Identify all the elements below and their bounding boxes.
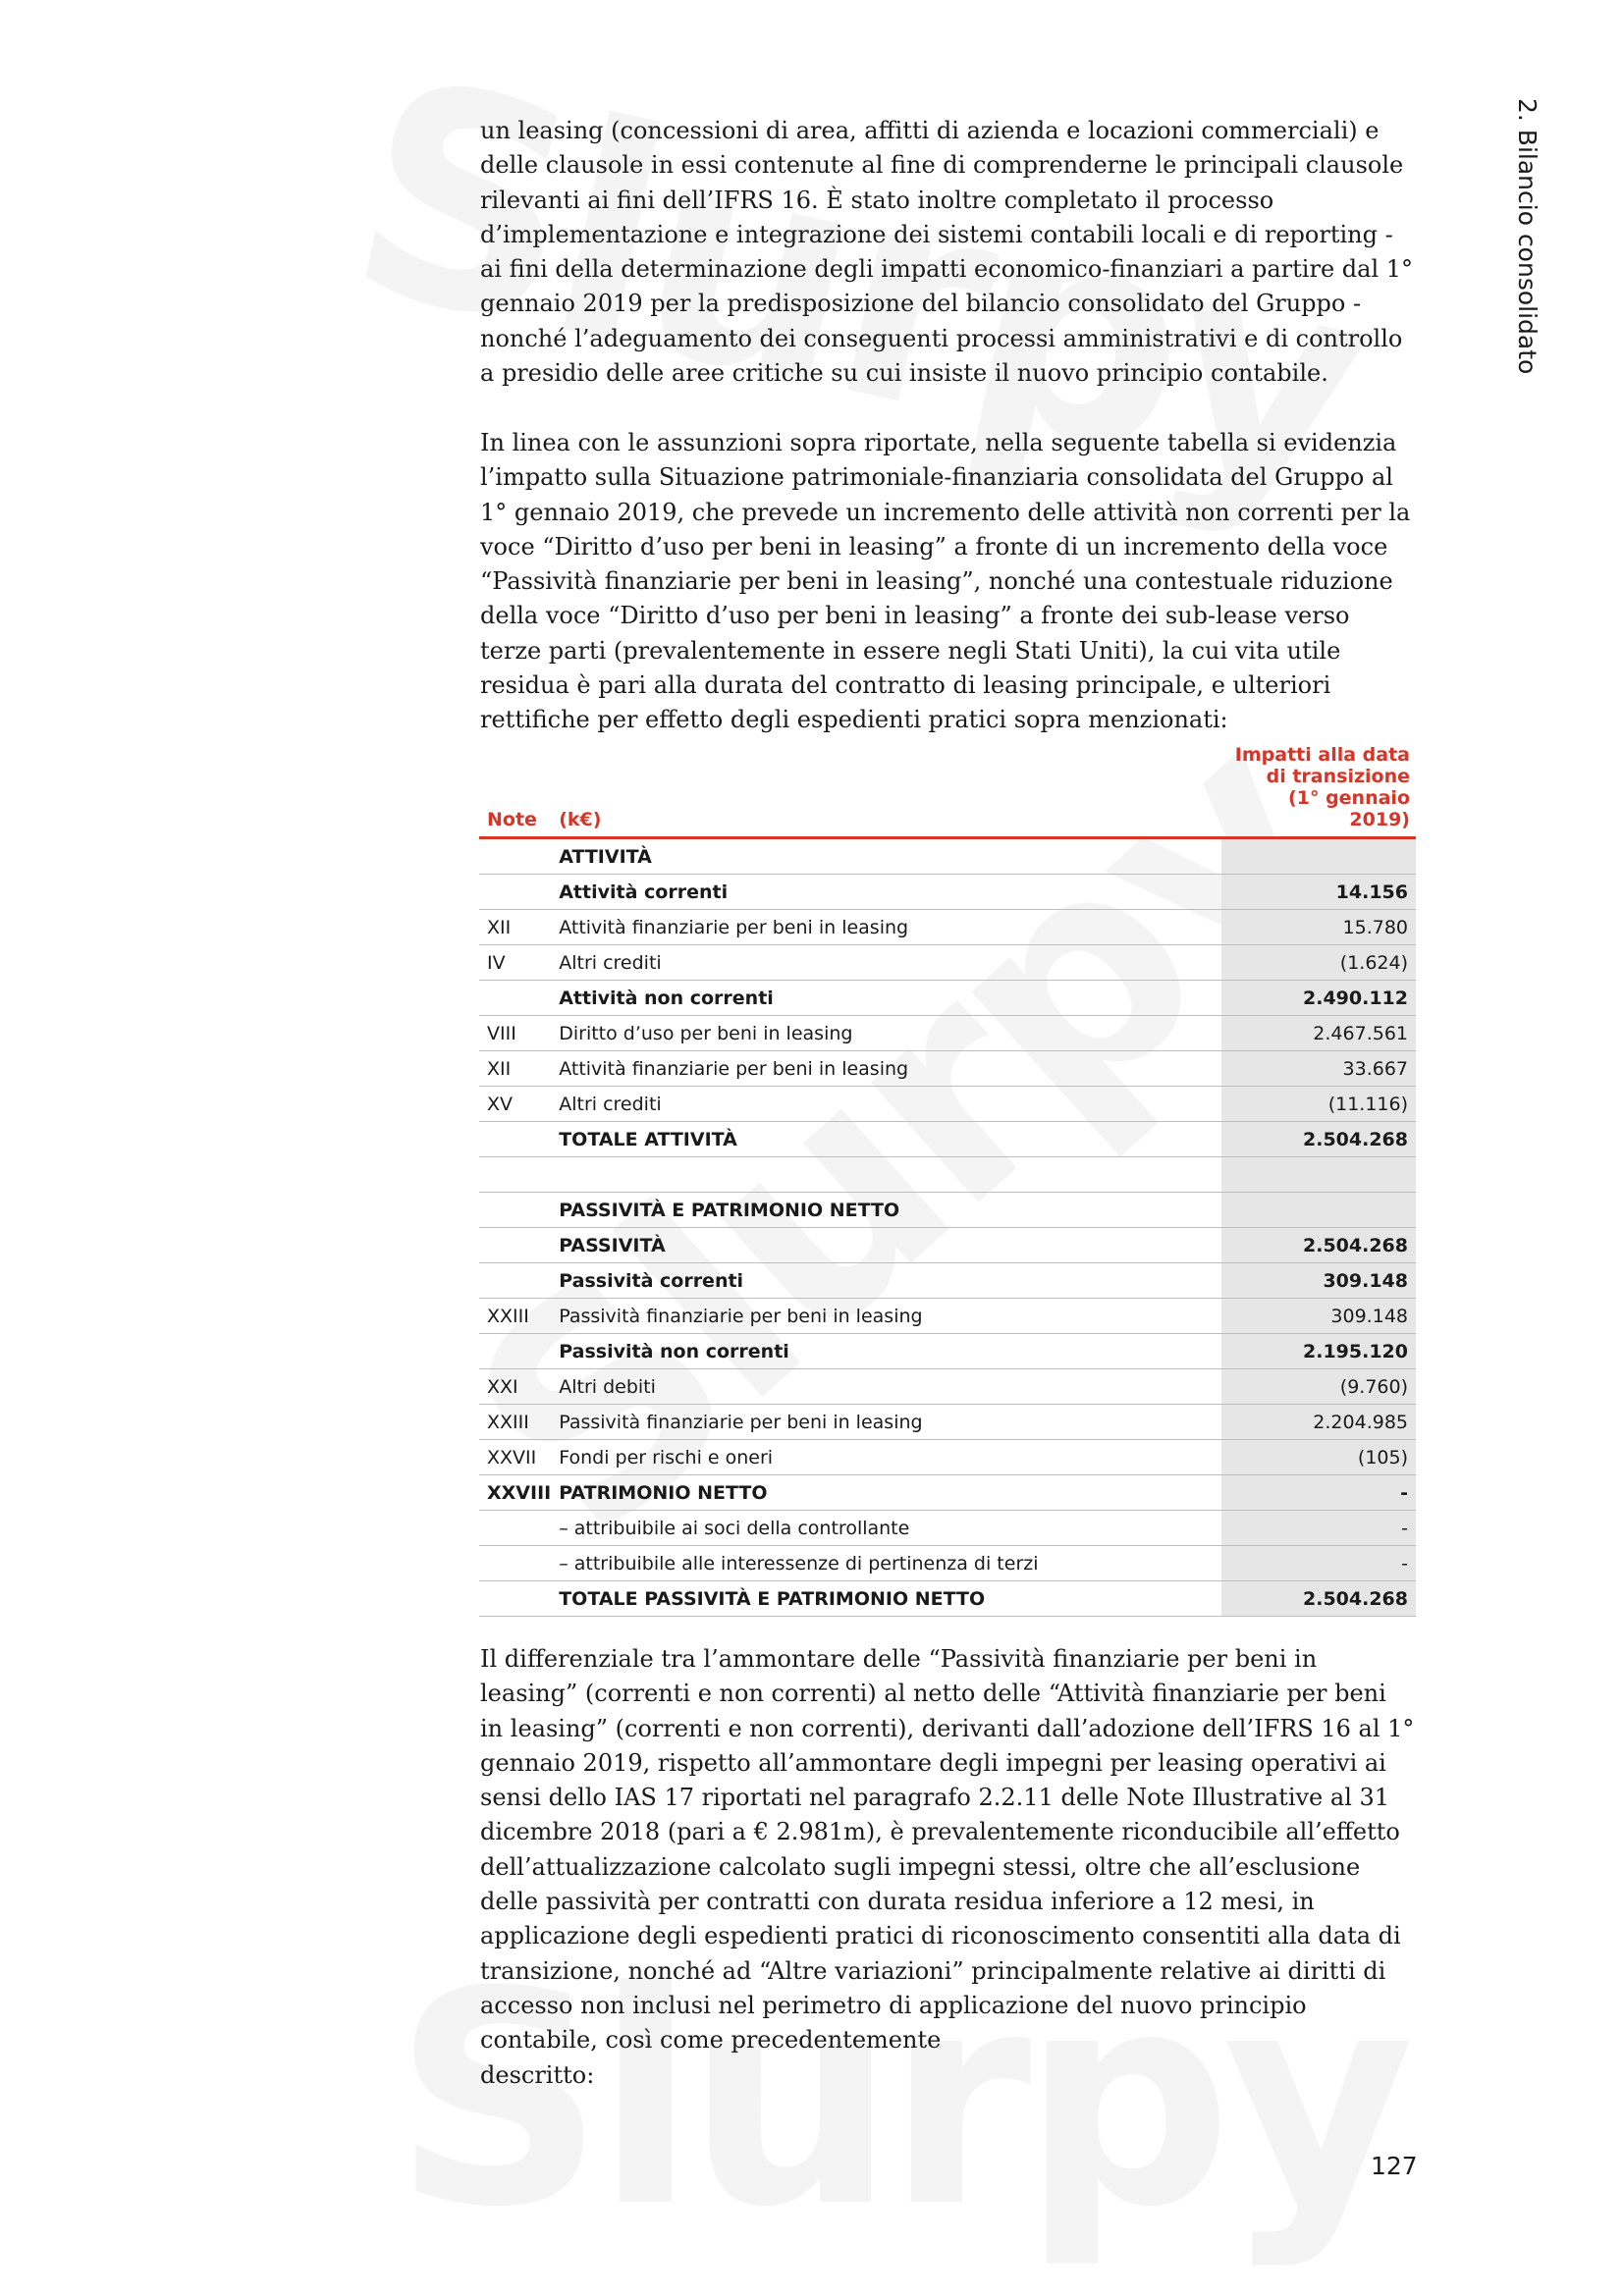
row-note: IV: [479, 945, 551, 981]
header-value-line1: Impatti alla data: [1234, 744, 1410, 766]
row-note: XXIII: [479, 1299, 551, 1334]
row-value: (9.760): [1221, 1369, 1416, 1405]
row-note: XII: [479, 1051, 551, 1087]
row-value: 309.148: [1221, 1299, 1416, 1334]
table-row: [479, 1511, 1416, 1546]
row-note: [479, 1581, 551, 1617]
ifrs16-impact-table: [479, 744, 1416, 1617]
row-label: Passività correnti: [551, 1263, 1221, 1299]
row-label: – attribuibile alle interessenze di pertinenza di terzi: [551, 1546, 1221, 1581]
row-note: [479, 838, 551, 875]
paragraph-differential: [480, 1642, 1415, 2093]
row-value: 2.504.268: [1221, 1122, 1416, 1157]
row-note: [479, 875, 551, 910]
table-row: [479, 875, 1416, 910]
row-note: [479, 1193, 551, 1228]
table-row: [479, 945, 1416, 981]
row-note: VIII: [479, 1016, 551, 1051]
table-row: [479, 1334, 1416, 1369]
row-value: -: [1221, 1511, 1416, 1546]
row-note: [479, 1511, 551, 1546]
table-row: [479, 1051, 1416, 1087]
row-note: [479, 1263, 551, 1299]
table-row: [479, 1369, 1416, 1405]
table-row: [479, 1440, 1416, 1475]
row-note: XV: [479, 1087, 551, 1122]
row-label: Attività non correnti: [551, 981, 1221, 1016]
row-note: XXVII: [479, 1440, 551, 1475]
table-row: [479, 981, 1416, 1016]
row-value: 2.204.985: [1221, 1405, 1416, 1440]
row-value: (105): [1221, 1440, 1416, 1475]
row-value: 14.156: [1221, 875, 1416, 910]
header-unit: (k€): [551, 744, 1221, 838]
row-note: [479, 1546, 551, 1581]
row-label: – attribuibile ai soci della controllante: [551, 1511, 1221, 1546]
row-value: [1221, 1193, 1416, 1228]
table-row: [479, 910, 1416, 945]
row-value: -: [1221, 1546, 1416, 1581]
row-note: XII: [479, 910, 551, 945]
row-label: Passività finanziarie per beni in leasing: [551, 1405, 1221, 1440]
row-label: Fondi per rischi e oneri: [551, 1440, 1221, 1475]
paragraph-differential-end: descritto:: [480, 2060, 595, 2089]
row-label: Attività finanziarie per beni in leasing: [551, 1051, 1221, 1087]
row-value: 33.667: [1221, 1051, 1416, 1087]
table-row: [479, 1263, 1416, 1299]
row-label: Diritto d’uso per beni in leasing: [551, 1016, 1221, 1051]
table-row: [479, 1193, 1416, 1228]
table-row: [479, 1122, 1416, 1157]
row-label: Attività finanziarie per beni in leasing: [551, 910, 1221, 945]
table-row: [479, 1228, 1416, 1263]
row-value: 2.504.268: [1221, 1581, 1416, 1617]
header-value-line2: di transizione: [1266, 766, 1410, 787]
row-label: ATTIVITÀ: [551, 838, 1221, 875]
table-row: [479, 1016, 1416, 1051]
row-value: 15.780: [1221, 910, 1416, 945]
row-value: -: [1221, 1475, 1416, 1511]
row-label: Attività correnti: [551, 875, 1221, 910]
row-label: PATRIMONIO NETTO: [551, 1475, 1221, 1511]
section-side-title: 2. Bilancio consolidato: [1513, 98, 1542, 375]
row-label: TOTALE ATTIVITÀ: [551, 1122, 1221, 1157]
header-note: Note: [479, 744, 551, 838]
table-row: [479, 1405, 1416, 1440]
header-value: [1221, 744, 1416, 838]
table-row: [479, 1299, 1416, 1334]
row-label: Altri crediti: [551, 945, 1221, 981]
row-value: (11.116): [1221, 1087, 1416, 1122]
page-number: 127: [1371, 2152, 1418, 2180]
table-row: [479, 1546, 1416, 1581]
row-label: Passività finanziarie per beni in leasing: [551, 1299, 1221, 1334]
header-value-line3: (1° gennaio 2019): [1288, 787, 1410, 830]
row-value: 309.148: [1221, 1263, 1416, 1299]
row-label: Altri crediti: [551, 1087, 1221, 1122]
table-row: [479, 1475, 1416, 1511]
row-note: [479, 1334, 551, 1369]
table-row: [479, 1581, 1416, 1617]
row-note: XXI: [479, 1369, 551, 1405]
paragraph-table-intro: In linea con le assunzioni sopra riportate, nella seguente tabella si evidenzia l’impatto sulla Situazione patrimoniale-finanziaria consolidata del Gruppo al 1° gennaio 2019, che prevede un incremento delle attività non correnti per la voce “Diritto d’uso per beni in leasing” a fronte di un incremento della voce “Passività finanziarie per beni in leasing”, nonché una contestuale riduzione della voce “Diritto d’uso per beni in leasing” a fronte dei sub-lease verso terze parti (prevalentemente in essere negli Stati Uniti), la cui vita utile residua è pari alla durata del contratto di leasing principale, e ulteriori rettifiche per effetto degli espedienti pratici sopra menzionati:: [480, 429, 1411, 734]
row-note: [479, 981, 551, 1016]
table-row: [479, 1087, 1416, 1122]
row-value: [1221, 1157, 1416, 1193]
row-value: 2.467.561: [1221, 1016, 1416, 1051]
row-note: [479, 1228, 551, 1263]
row-note: [479, 1122, 551, 1157]
row-note: [479, 1157, 551, 1193]
row-label: Passività non correnti: [551, 1334, 1221, 1369]
row-note: XXVIII: [479, 1475, 551, 1511]
row-label: PASSIVITÀ E PATRIMONIO NETTO: [551, 1193, 1221, 1228]
row-value: 2.195.120: [1221, 1334, 1416, 1369]
row-label: Altri debiti: [551, 1369, 1221, 1405]
row-value: (1.624): [1221, 945, 1416, 981]
row-value: 2.504.268: [1221, 1228, 1416, 1263]
row-value: 2.490.112: [1221, 981, 1416, 1016]
paragraph-intro: un leasing (concessioni di area, affitti di azienda e locazioni commerciali) e delle clausole in essi contenute al fine di comprenderne le principali clausole rilevanti ai fini dell’IFRS 16. È stato inoltre completato il processo d’implementazione e integrazione dei sistemi contabili locali e di reporting - ai fini della determinazione degli impatti economico-finanziari a partire dal 1° gennaio 2019 per la predisposizione del bilancio consolidato del Gruppo - nonché l’adeguamento dei conseguenti processi amministrativi e di controllo a presidio delle aree critiche su cui insiste il nuovo principio contabile.: [480, 117, 1414, 388]
table-header-row: [479, 744, 1416, 838]
table-row-spacer: [479, 1157, 1416, 1193]
row-label: [551, 1157, 1221, 1193]
row-value: [1221, 838, 1416, 875]
row-label: PASSIVITÀ: [551, 1228, 1221, 1263]
row-note: XXIII: [479, 1405, 551, 1440]
row-label: TOTALE PASSIVITÀ E PATRIMONIO NETTO: [551, 1581, 1221, 1617]
table-row: [479, 838, 1416, 875]
paragraph-differential-body: Il differenziale tra l’ammontare delle “Passività finanziarie per beni in leasing” (correnti e non correnti) al netto delle “Attività finanziarie per beni in leasing” (correnti e non correnti), derivanti dall’adozione dell’IFRS 16 al 1° gennaio 2019, rispetto all’ammontare degli impegni per leasing operativi ai sensi dello IAS 17 riportati nel paragrafo 2.2.11 delle Note Illustrative al 31 dicembre 2018 (pari a € 2.981m), è prevalentemente riconducibile all’effetto dell’attualizzazione calcolato sugli impegni stessi, oltre che all’esclusione delle passività per contratti con durata residua inferiore a 12 mesi, in applicazione degli espedienti pratici di riconoscimento consentiti alla data di transizione, nonché ad “Altre variazioni” principalmente relative ai diritti di accesso non inclusi nel perimetro di applicazione del nuovo principio contabile, così come precedentemente: [480, 1645, 1415, 2055]
